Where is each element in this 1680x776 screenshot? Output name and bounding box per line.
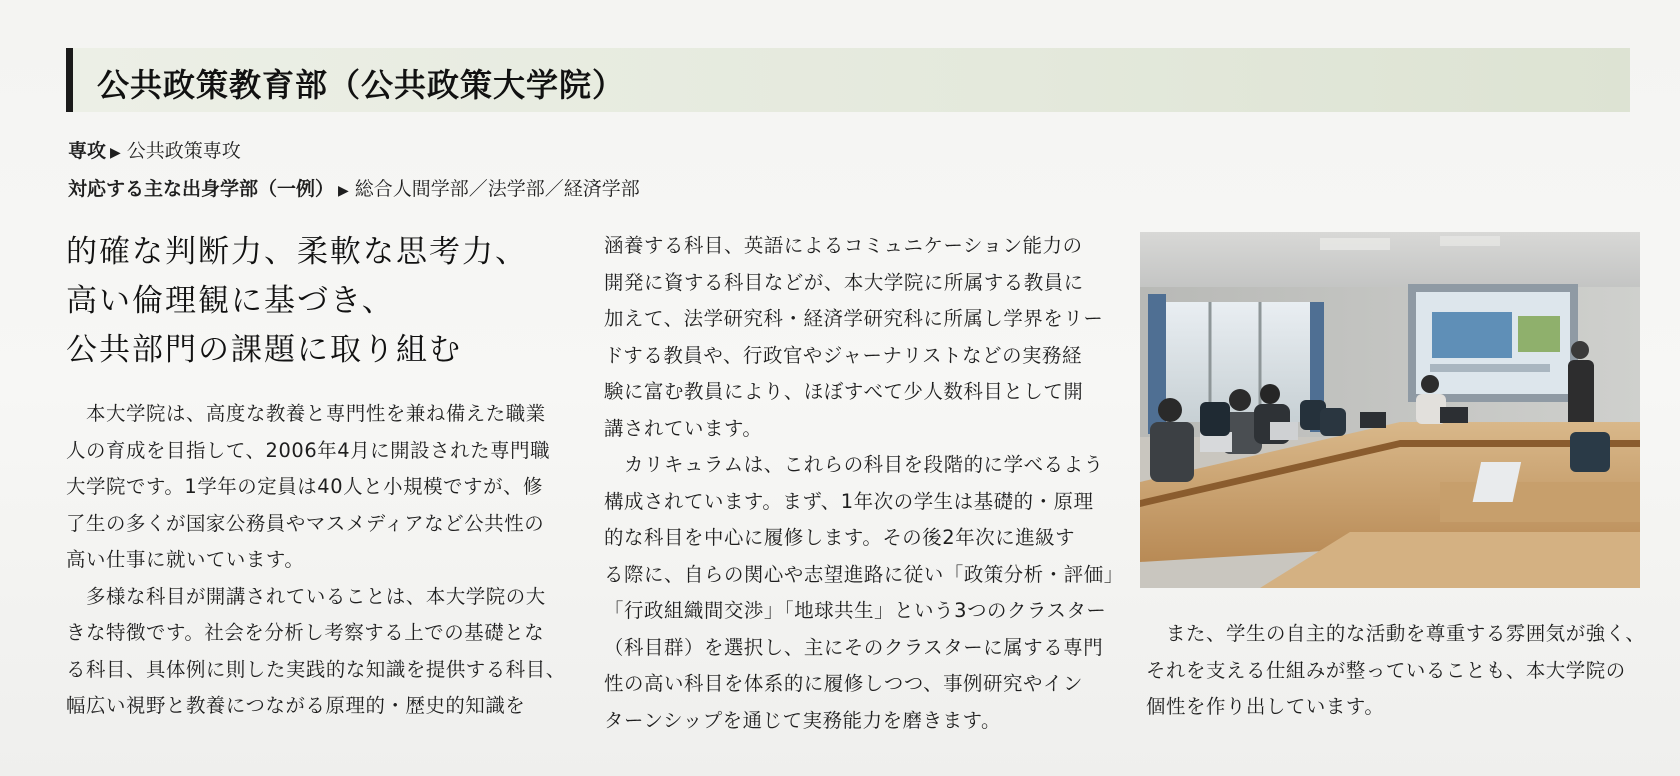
body-line: る科目、具体例に則した実践的な知識を提供する科目、 [66, 657, 566, 681]
faculties-value: 総合人間学部／法学部／経済学部 [354, 178, 640, 200]
body-line: 構成されています。まず、1年次の学生は基礎的・原理 [604, 489, 1094, 513]
body-line: る際に、自らの関心や志望進路に従い「政策分析・評価」 [604, 562, 1124, 586]
body-line: 幅広い視野と教養につながる原理的・歴史的知識を [66, 694, 526, 717]
body-line: 涵養する科目、英語によるコミュニケーション能力の [604, 234, 1083, 257]
body-line: カリキュラムは、これらの科目を段階的に学べるよう [604, 453, 1104, 476]
body-line: 人の育成を目指して、2006年4月に開設された専門職 [66, 438, 551, 462]
body-line: 大学院です。1学年の定員は40人と小規模ですが、修 [66, 475, 544, 498]
headline [66, 228, 586, 375]
triangle-right-icon: ▶ [110, 145, 121, 161]
triangle-right-icon: ▶ [338, 183, 349, 199]
body-column-2 [604, 228, 1124, 739]
major-label: 専攻 [68, 140, 107, 162]
body-line: 験に富む教員により、ほぼすべて少人数科目として開 [604, 380, 1084, 403]
body-column-3 [1146, 616, 1645, 726]
body-line: ターンシップを通じて実務能力を磨きます。 [604, 708, 1001, 732]
major-value: 公共政策専攻 [126, 140, 241, 162]
faculties-label: 対応する主な出身学部（一例） [68, 178, 335, 200]
body-line: 講されています。 [604, 416, 763, 440]
body-line: ドする教員や、行政官やジャーナリストなどの実務経 [604, 343, 1083, 367]
headline-line: 公共部門の課題に取り組む [66, 332, 462, 368]
body-line: きな特徴です。社会を分析し考察する上での基礎とな [66, 621, 545, 644]
body-line: 個性を作り出しています。 [1146, 695, 1385, 718]
body-line: 多様な科目が開講されていることは、本大学院の大 [66, 584, 546, 608]
classroom-photo [1140, 232, 1640, 588]
body-line: 性の高い科目を体系的に履修しつつ、事例研究やイン [604, 672, 1083, 695]
body-line: 「行政組織間交渉」「地球共生」という3つのクラスター [604, 599, 1107, 622]
headline-line: 高い倫理観に基づき、 [66, 283, 395, 319]
body-line: 高い仕事に就いています。 [66, 548, 305, 571]
body-line: 的な科目を中心に履修します。その後2年次に進級す [604, 526, 1076, 549]
body-line: 本大学院は、高度な教養と専門性を兼ね備えた職業 [66, 402, 546, 425]
faculties-line [68, 174, 640, 201]
body-line: 了生の多くが国家公務員やマスメディアなど公共性の [66, 511, 545, 535]
body-line: それを支える仕組みが整っていることも、本大学院の [1146, 658, 1626, 682]
major-line [68, 136, 241, 163]
headline-line: 的確な判断力、柔軟な思考力、 [66, 234, 528, 270]
section-header [66, 48, 1630, 112]
section-title: 公共政策教育部（公共政策大学院） [97, 66, 626, 104]
body-line: 加えて、法学研究科・経済学研究科に所属し学界をリー [604, 307, 1104, 330]
body-line: （科目群）を選択し、主にそのクラスターに属する専門 [604, 635, 1104, 659]
body-line: 開発に資する科目などが、本大学院に所属する教員に [604, 270, 1084, 294]
body-column-1 [66, 396, 566, 725]
body-line: また、学生の自主的な活動を尊重する雰囲気が強く、 [1146, 622, 1646, 645]
